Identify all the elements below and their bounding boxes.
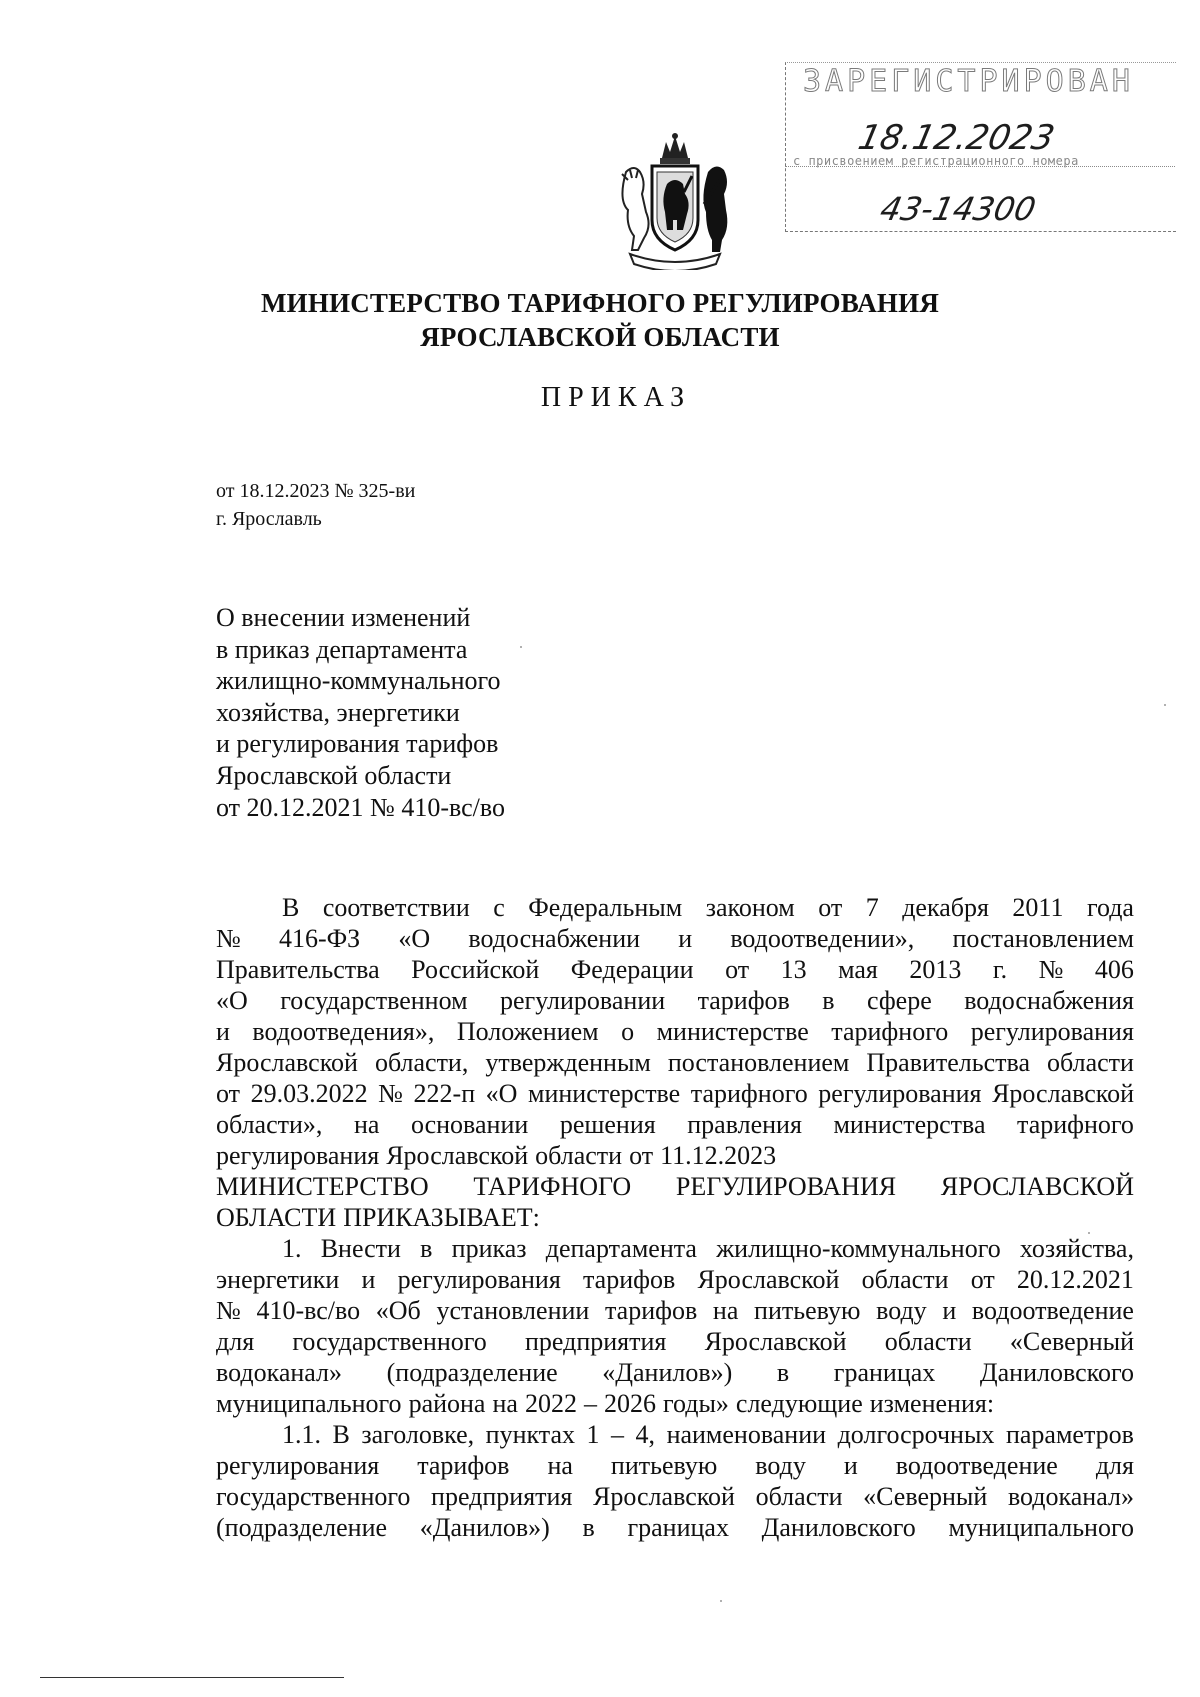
paragraph-line: № 416-ФЗ «О водоснабжении и водоотведении», постановлением: [216, 924, 1134, 953]
paragraph-line: государственного предприятия Ярославской области «Северный водоканал»: [216, 1482, 1134, 1511]
document-subject: [216, 602, 505, 823]
subject-line: хозяйства, энергетики: [216, 697, 460, 727]
footnote-rule: [40, 1677, 344, 1678]
document-date-number: от 18.12.2023 № 325-ви: [216, 480, 416, 502]
stamp-subtitle: с присвоением регистрационного номера: [793, 154, 1079, 168]
coat-of-arms-icon: [612, 132, 738, 270]
subject-line: О внесении изменений: [216, 603, 471, 632]
paragraph-line: для государственного предприятия Ярославской области «Северный: [216, 1327, 1134, 1356]
scan-speck: [1164, 704, 1166, 706]
paragraph-line: Правительства Российской Федерации от 13 мая 2013 г. № 406: [216, 955, 1134, 984]
item-1-1-paragraph: [216, 1419, 1134, 1543]
paragraph-line: регулирования Ярославской области от 11.12.2023: [216, 1141, 777, 1170]
subject-line: от 20.12.2021 № 410-вс/во: [216, 792, 505, 822]
paragraph-line: В соответствии с Федеральным законом от 7 декабря 2011 года: [282, 893, 1134, 922]
directive-paragraph: [216, 1171, 1134, 1233]
document-city: г. Ярославль: [216, 508, 322, 530]
subject-line: Ярославской области: [216, 760, 452, 790]
paragraph-line: «О государственном регулировании тарифов в сфере водоснабжения: [216, 986, 1134, 1015]
paragraph-line: № 410-вс/во «Об установлении тарифов на питьевую воду и водоотведение: [216, 1296, 1134, 1325]
subject-line: в приказ департамента: [216, 634, 468, 664]
scan-speck: [520, 646, 522, 648]
paragraph-line: от 29.03.2022 № 222-п «О министерстве тарифного регулирования Ярославской: [216, 1079, 1134, 1108]
ministry-name-line2: ЯРОСЛАВСКОЙ ОБЛАСТИ: [420, 322, 780, 352]
paragraph-line: Ярославской области, утвержденным постановлением Правительства области: [216, 1048, 1134, 1077]
paragraph-line: регулирования тарифов на питьевую воду и водоотведение для: [216, 1451, 1134, 1480]
paragraph-line: 1.1. В заголовке, пунктах 1 – 4, наименовании долгосрочных параметров: [282, 1420, 1134, 1449]
subject-line: и регулирования тарифов: [216, 729, 499, 759]
paragraph-line: водоканал» (подразделение «Данилов») в границах Даниловского: [216, 1358, 1134, 1387]
paragraph-line: 1. Внести в приказ департамента жилищно-коммунального хозяйства,: [282, 1234, 1134, 1263]
registration-stamp: [785, 62, 1177, 232]
paragraph-line: области», на основании решения правления министерства тарифного: [216, 1110, 1134, 1139]
stamp-registration-number: 43-14300: [876, 190, 1040, 228]
paragraph-line: муниципального района на 2022 – 2026 годы» следующие изменения:: [216, 1389, 995, 1418]
paragraph-line: МИНИСТЕРСТВО ТАРИФНОГО РЕГУЛИРОВАНИЯ ЯРОСЛАВСКОЙ: [216, 1172, 1134, 1201]
preamble-paragraph: [216, 892, 1134, 1171]
scan-speck: [1088, 1232, 1090, 1234]
stamp-title: ЗАРЕГИСТРИРОВАН: [803, 64, 1134, 99]
stamp-date: 18.12.2023: [854, 118, 1058, 158]
scan-speck: [720, 1600, 722, 1602]
document-type-title: ПРИКАЗ: [540, 382, 692, 413]
ministry-name-line1: МИНИСТЕРСТВО ТАРИФНОГО РЕГУЛИРОВАНИЯ: [260, 288, 940, 318]
subject-line: жилищно-коммунального: [216, 666, 501, 696]
paragraph-line: (подразделение «Данилов») в границах Даниловского муниципального: [216, 1513, 1134, 1542]
paragraph-line: энергетики и регулирования тарифов Ярославской области от 20.12.2021: [216, 1265, 1134, 1294]
paragraph-line: ОБЛАСТИ ПРИКАЗЫВАЕТ:: [216, 1203, 540, 1232]
item-1-paragraph: [216, 1233, 1134, 1419]
paragraph-line: и водоотведения», Положением о министерстве тарифного регулирования: [216, 1017, 1134, 1046]
